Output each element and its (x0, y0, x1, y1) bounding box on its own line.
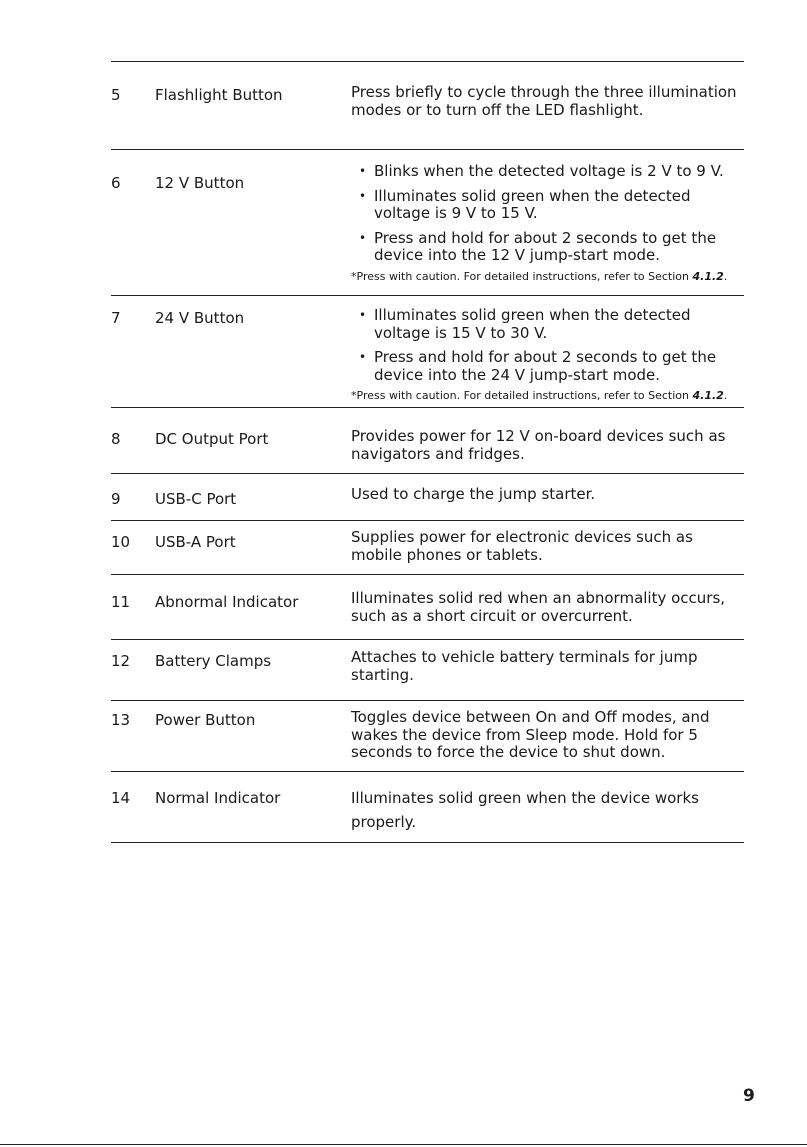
component-name: 12 V Button (155, 174, 245, 192)
component-description: Press briefly to cycle through the three illumination modes or to turn off the LED flashlight. (351, 83, 737, 119)
table-row-7 (111, 296, 744, 408)
table-row-11 (111, 575, 744, 640)
caution-note-end: . (723, 389, 728, 402)
component-description (351, 163, 746, 283)
component-description (351, 307, 746, 402)
table-row-9 (111, 474, 744, 521)
page-divider (0, 1144, 807, 1145)
bullet-list (351, 307, 746, 384)
component-name: 24 V Button (155, 309, 245, 327)
caution-note (351, 270, 746, 283)
component-name: Flashlight Button (155, 86, 283, 104)
row-number: 6 (111, 174, 121, 192)
bullet-item: • Illuminates solid green when the detected voltage is 15 V to 30 V. (351, 307, 746, 342)
row-number: 13 (111, 711, 131, 729)
bullet-item: • Blinks when the detected voltage is 2 V to 9 V. (351, 163, 746, 181)
caution-note (351, 389, 746, 402)
table-row-5 (111, 62, 744, 150)
bullet-item: • Illuminates solid green when the detected voltage is 9 V to 15 V. (351, 188, 746, 223)
component-description: Illuminates solid green when the device works properly. (351, 789, 699, 831)
component-name: DC Output Port (155, 430, 269, 448)
bullet-list (351, 163, 746, 265)
component-name: Power Button (155, 711, 256, 729)
component-name: USB-A Port (155, 533, 236, 551)
component-description: Used to charge the jump starter. (351, 485, 596, 503)
table-row-8 (111, 408, 744, 474)
section-reference: 4.1.2 (692, 389, 724, 402)
bullet-item: • Press and hold for about 2 seconds to get the device into the 24 V jump-start mode. (351, 349, 746, 384)
caution-note-end: . (723, 269, 728, 283)
row-number: 7 (111, 309, 121, 327)
row-number: 12 (111, 652, 131, 670)
table-row-13 (111, 701, 744, 772)
row-number: 5 (111, 86, 121, 104)
table-row-12 (111, 640, 744, 701)
caution-note-text: *Press with caution. For detailed instructions, refer to Section (351, 389, 693, 402)
component-name: USB-C Port (155, 490, 237, 508)
component-description: Supplies power for electronic devices such as mobile phones or tablets. (351, 528, 693, 564)
row-number: 14 (111, 789, 131, 807)
section-reference: 4.1.2 (692, 269, 724, 283)
component-description: Illuminates solid red when an abnormality occurs, such as a short circuit or overcurrent. (351, 589, 726, 625)
table-row-6 (111, 150, 744, 296)
component-description: Toggles device between On and Off modes, and wakes the device from Sleep mode. Hold for 5 seconds to force the device to shut down. (351, 708, 710, 761)
component-table (111, 61, 744, 843)
bullet-item: • Press and hold for about 2 seconds to get the device into the 12 V jump-start mode. (351, 230, 746, 265)
component-description: Attaches to vehicle battery terminals for jump starting. (351, 648, 698, 684)
row-number: 10 (111, 533, 131, 551)
component-description: Provides power for 12 V on-board devices such as navigators and fridges. (351, 427, 726, 463)
page-number: 9 (743, 1086, 755, 1106)
row-number: 8 (111, 430, 121, 448)
row-number: 9 (111, 490, 121, 508)
table-row-10 (111, 521, 744, 575)
table-row-14 (111, 772, 744, 843)
component-name: Abnormal Indicator (155, 593, 299, 611)
component-name: Battery Clamps (155, 652, 272, 670)
row-number: 11 (111, 593, 131, 611)
caution-note-text: *Press with caution. For detailed instructions, refer to Section (351, 269, 693, 283)
component-name: Normal Indicator (155, 789, 281, 807)
